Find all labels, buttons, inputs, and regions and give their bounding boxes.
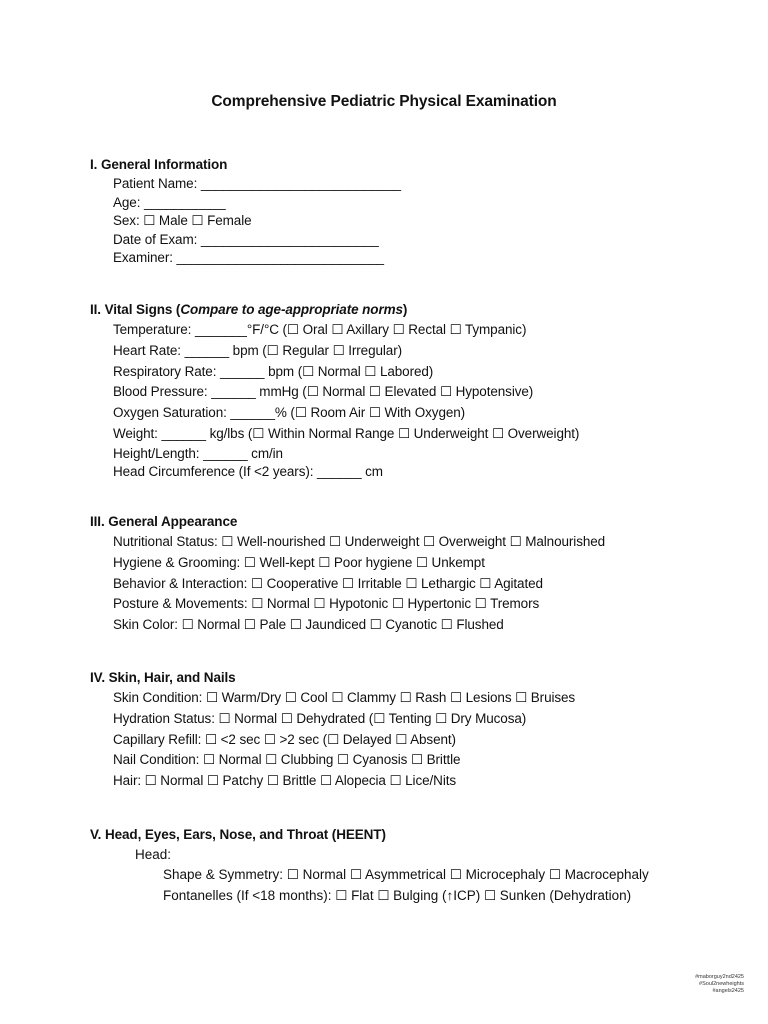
nail-condition-field: Nail Condition: ☐ Normal ☐ Clubbing ☐ Cyanosis ☐ Brittle xyxy=(113,752,461,768)
shape-symmetry-field: Shape & Symmetry: ☐ Normal ☐ Asymmetrical ☐ Microcephaly ☐ Macrocephaly xyxy=(163,867,649,882)
date-of-exam-field: Date of Exam: ________________________ xyxy=(113,231,379,247)
section-heent xyxy=(90,825,649,906)
heading-suffix: ) xyxy=(402,302,408,317)
behavior-interaction-field: Behavior & Interaction: ☐ Cooperative ☐ Irritable ☐ Lethargic ☐ Agitated xyxy=(113,575,543,591)
capillary-refill-field: Capillary Refill: ☐ <2 sec ☐ >2 sec (☐ Delayed ☐ Absent) xyxy=(113,731,456,747)
weight-field: Weight: ______ kg/lbs (☐ Within Normal Range ☐ Underweight ☐ Overweight) xyxy=(113,425,580,441)
age-field: Age: ___________ xyxy=(113,194,226,210)
respiratory-rate-field: Respiratory Rate: ______ bpm (☐ Normal ☐ Labored) xyxy=(113,363,434,379)
section-heading xyxy=(90,300,579,320)
page-title: Comprehensive Pediatric Physical Examination xyxy=(211,93,557,110)
head-subheading: Head: xyxy=(135,847,172,862)
hair-field: Hair: ☐ Normal ☐ Patchy ☐ Brittle ☐ Alopecia ☐ Lice/Nits xyxy=(113,773,457,789)
head-circumference-field: Head Circumference (If <2 years): ______ cm xyxy=(113,464,383,480)
section-general-appearance xyxy=(90,512,605,636)
heading-prefix: II. Vital Signs ( xyxy=(90,302,181,317)
section-skin-hair-nails xyxy=(90,668,575,792)
footer-hashtags xyxy=(695,974,744,995)
section-heading: I. General Information xyxy=(90,157,228,172)
height-length-field: Height/Length: ______ cm/in xyxy=(113,445,283,461)
oxygen-saturation-field: Oxygen Saturation: ______% (☐ Room Air ☐ With Oxygen) xyxy=(113,405,466,421)
heart-rate-field: Heart Rate: ______ bpm (☐ Regular ☐ Irregular) xyxy=(113,342,402,358)
skin-color-field: Skin Color: ☐ Normal ☐ Pale ☐ Jaundiced ☐ Cyanotic ☐ Flushed xyxy=(113,617,504,633)
examiner-field: Examiner: ____________________________ xyxy=(113,250,384,265)
section-heading: V. Head, Eyes, Ears, Nose, and Throat (HEENT) xyxy=(90,827,386,842)
hydration-status-field: Hydration Status: ☐ Normal ☐ Dehydrated (☐ Tenting ☐ Dry Mucosa) xyxy=(113,710,527,726)
skin-condition-field: Skin Condition: ☐ Warm/Dry ☐ Cool ☐ Clammy ☐ Rash ☐ Lesions ☐ Bruises xyxy=(113,690,576,705)
footer-tag: #angels2425 xyxy=(712,988,744,994)
nutritional-status-field: Nutritional Status: ☐ Well-nourished ☐ Underweight ☐ Overweight ☐ Malnourished xyxy=(113,534,606,549)
heading-emphasis: Compare to age-appropriate norms xyxy=(180,302,403,317)
section-heading: III. General Appearance xyxy=(90,514,238,529)
footer-tag: #Soul2newheights xyxy=(699,981,744,987)
section-heading: IV. Skin, Hair, and Nails xyxy=(90,670,236,685)
hygiene-grooming-field: Hygiene & Grooming: ☐ Well-kept ☐ Poor hygiene ☐ Unkempt xyxy=(113,554,485,570)
section-vital-signs xyxy=(90,300,579,482)
footer-tag: #maborguy2nd2425 xyxy=(695,974,744,980)
patient-name-field: Patient Name: ___________________________ xyxy=(113,176,401,191)
fontanelles-field: Fontanelles (If <18 months): ☐ Flat ☐ Bulging (↑ICP) ☐ Sunken (Dehydration) xyxy=(163,887,632,903)
section-general-information xyxy=(90,155,401,268)
blood-pressure-field: Blood Pressure: ______ mmHg (☐ Normal ☐ Elevated ☐ Hypotensive) xyxy=(113,384,534,400)
posture-movements-field: Posture & Movements: ☐ Normal ☐ Hypotonic ☐ Hypertonic ☐ Tremors xyxy=(113,596,540,612)
sex-field: Sex: ☐ Male ☐ Female xyxy=(113,213,252,228)
temperature-field: Temperature: _______°F/°C (☐ Oral ☐ Axillary ☐ Rectal ☐ Tympanic) xyxy=(113,322,527,337)
